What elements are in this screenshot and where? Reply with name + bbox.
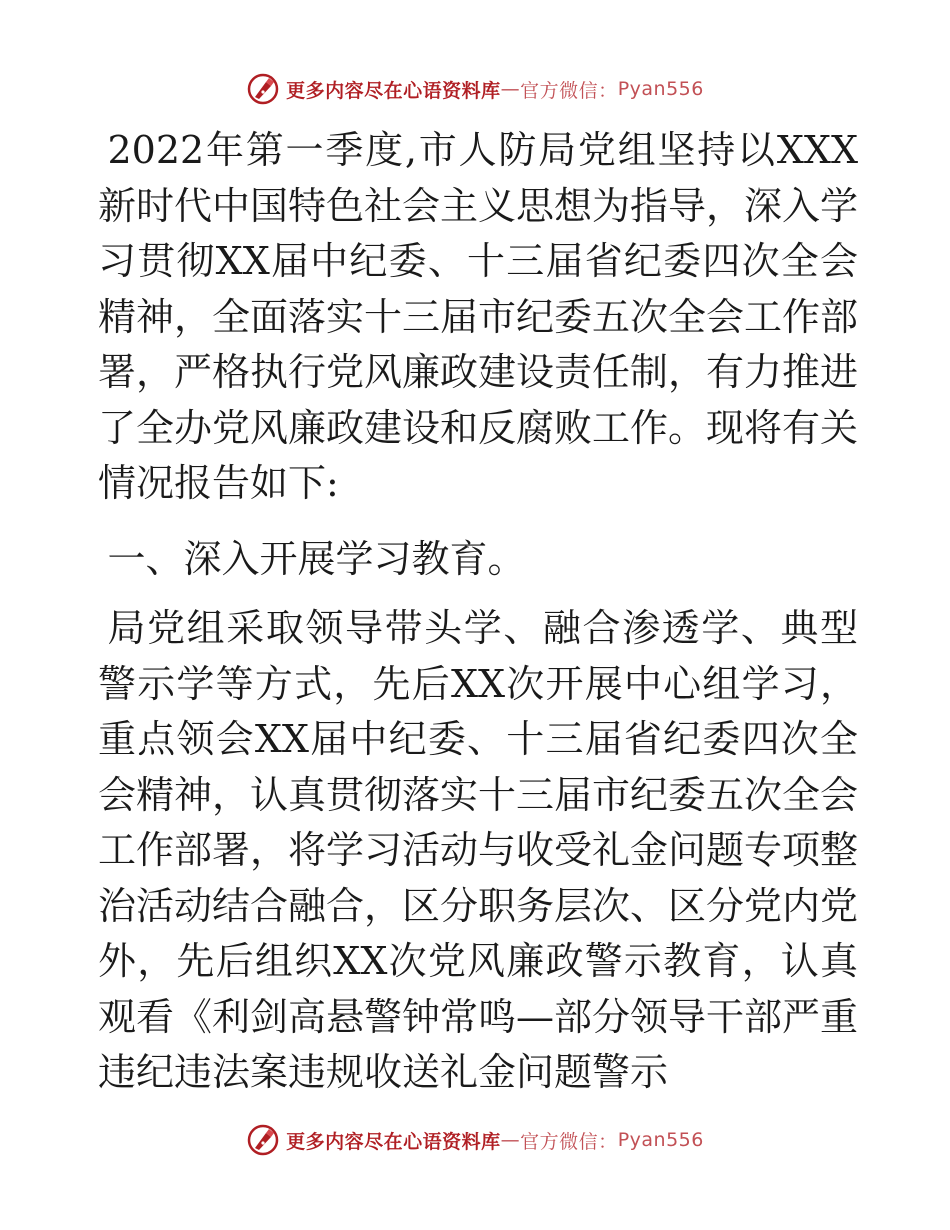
paragraph-study-education: 局党组采取领导带头学、融合渗透学、典型警示学等方式，先后XX次开展中心组学习，重点领会XX届中纪委、十三届省纪委四次全会精神，认真贯彻落实十三届市纪委五次全会工作部署，将学习活动与收受礼金问题专项整治活动结合融合，区分职务层次、区分党内党外，先后组织XX次党风廉政警示教育，认真观看《利剑高悬警钟常鸣—部分领导干部严重违纪违法案违规收送礼金问题警示 <box>98 606 859 1094</box>
watermark-id-text: Pyan556 <box>617 78 704 100</box>
watermark-sub-text: 官方微信： <box>520 79 618 102</box>
paragraph-intro: 2022年第一季度,市人防局党组坚持以XXX新时代中国特色社会主义思想为指导，深入学习贯彻XX届中纪委、十三届省纪委四次全会精神，全面落实十三届市纪委五次全会工作部署，严格执行党风廉政建设责任制，有力推进了全办党风廉政建设和反腐败工作。现将有关情况报告如下: <box>98 128 859 505</box>
header-watermark <box>0 72 950 106</box>
watermark-main-text: 更多内容尽在心语资料库 <box>286 79 501 102</box>
watermark-dash: — <box>500 78 521 100</box>
pen-nib-logo-icon <box>246 1123 280 1157</box>
watermark-sub-text: 官方微信： <box>520 1130 618 1153</box>
document-body <box>98 123 858 1101</box>
footer-watermark <box>0 1123 950 1157</box>
watermark-dash: — <box>500 1129 521 1151</box>
pen-nib-logo-icon <box>246 72 280 106</box>
watermark-main-text: 更多内容尽在心语资料库 <box>286 1130 501 1153</box>
watermark-id-text: Pyan556 <box>617 1129 704 1151</box>
section-heading: 一、深入开展学习教育。 <box>107 536 526 581</box>
